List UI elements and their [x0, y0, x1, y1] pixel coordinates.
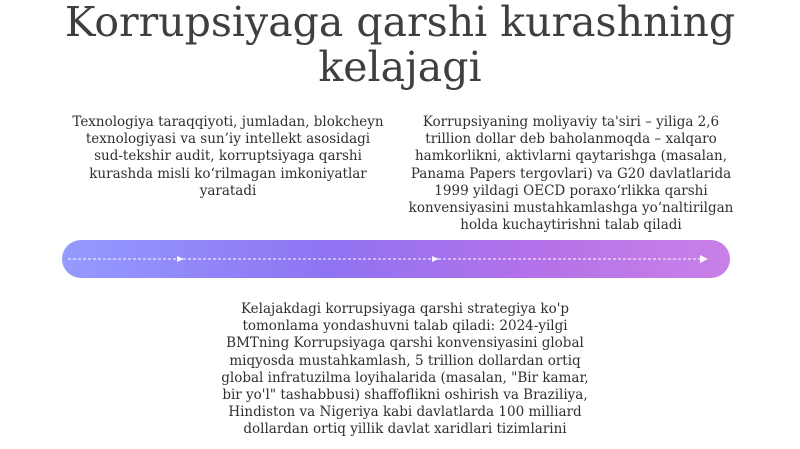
title-line-2: kelajagi	[318, 43, 482, 91]
left-text-block: Texnologiya taraqqiyoti, jumladan, blokcheyn texnologiyasi va sun’iy intellekt asosidagi sud-tekshir audit, korruptsiyaga qarshi kurashda misli ko‘rilmagan imkoniyatlar yaratadi	[72, 114, 384, 199]
timeline-arrows	[62, 240, 730, 278]
right-text-block: Korrupsiyaning moliyaviy ta'siri – yiliga 2,6 trillion dollar deb baholanmoqda – xalqaro hamkorlikni, aktivlarni qaytarishga (masalan, Panama Papers tergovlari) va G20 davlatlarida 1999 yildagi OECD poraxo‘rlikka qarshi konvensiyasini mustahkamlashga yo‘naltirilgan holda kuchaytirishni talab qiladi	[408, 114, 734, 234]
timeline-bar	[62, 240, 730, 278]
page-title	[0, 0, 800, 90]
title-line-1: Korrupsiyaga qarshi kurashning	[64, 0, 736, 46]
timeline-arrow-icon	[177, 256, 184, 262]
timeline-arrow-icon	[700, 255, 708, 263]
bottom-text-block: Kelajakdagi korrupsiyaga qarshi strategiya ko'p tomonlama yondashuvni talab qiladi: 2024-yilgi BMTning Korrupsiyaga qarshi konvensiyasini global miqyosda mustahkamlash, 5 trillion dollardan ortiq global infratuzilma loyihalarida (masalan, "Bir kamar, bir yo'l" tashabbusi) shaffoflikni oshirish va Braziliya, Hindiston va Nigeriya kabi davlatlarda 100 milliard dollardan ortiq yillik davlat xaridlari tizimlarini	[221, 301, 589, 438]
timeline-arrow-icon	[432, 256, 439, 262]
